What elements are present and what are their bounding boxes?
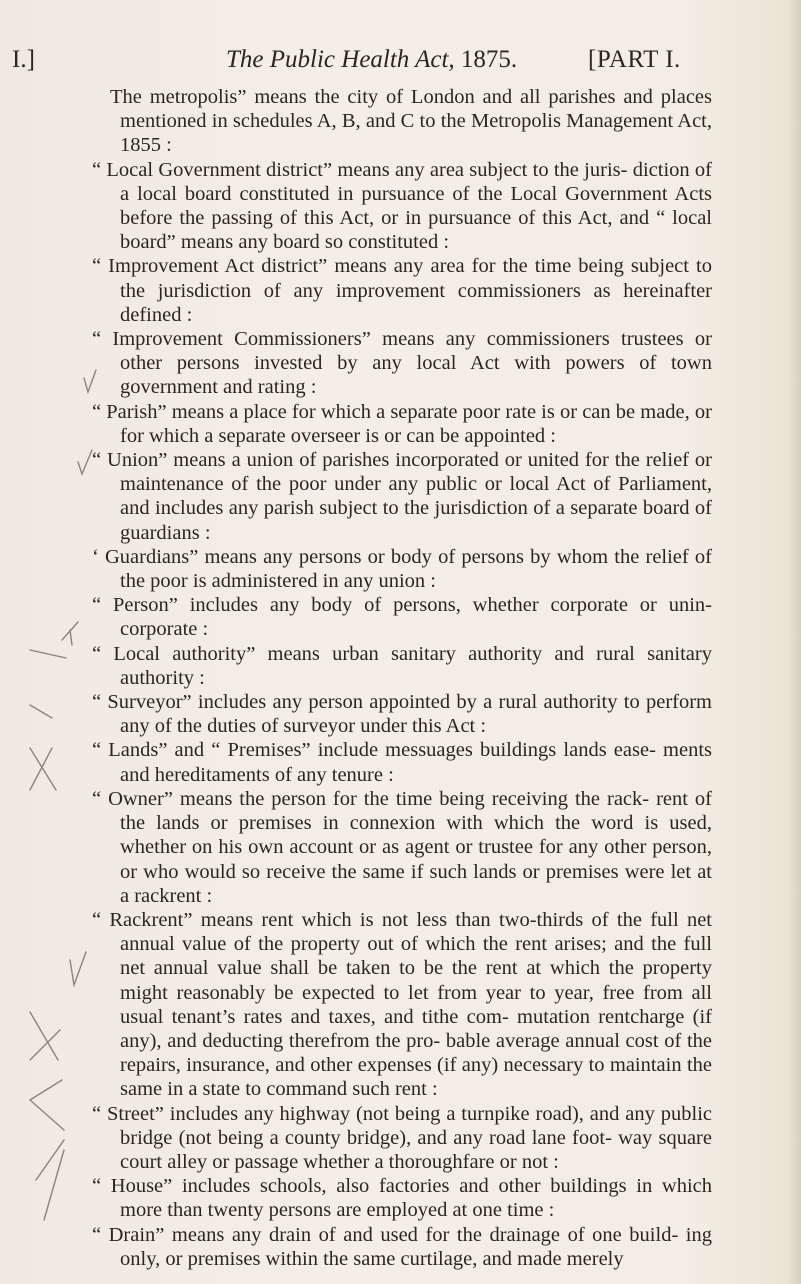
definition-drain: “ Drain” means any drain of and used for the drainage of one build- ing only, or premises within the same curtilage, and made merely xyxy=(92,1223,712,1270)
definition-surveyor: “ Surveyor” includes any person appointed by a rural authority to perform any of the duties of surveyor under this Act : xyxy=(92,691,712,738)
act-title: The Public Health Act, xyxy=(226,46,455,73)
definition-street: “ Street” includes any highway (not being a turnpike road), and any public bridge (not being a county bridge), and any road lane foot- way square court alley or passage whether a thoroughfare or not : xyxy=(92,1102,712,1173)
definition-lands-premises: “ Lands” and “ Premises” include messuages buildings lands ease- ments and hereditaments of any tenure : xyxy=(92,739,712,786)
definition-owner: “ Owner” means the person for the time being receiving the rack- rent of the lands or premises in connexion with which the word is used, whether on his own account or as agent or trustee for any other person, or who would so receive the same if such lands or premises were let at a rackrent : xyxy=(92,787,712,907)
definition-person: “ Person” includes any body of persons, whether corporate or unin- corporate : xyxy=(92,594,712,641)
definition-local-authority: “ Local authority” means urban sanitary authority and rural sanitary authority : xyxy=(92,642,712,689)
definition-local-government-district: “ Local Government district” means any area subject to the juris- diction of a local board constituted in pursuance of the Local Government Acts before the passing of this Act, or in pursuance of this Act, and “ local board” means any board so constituted : xyxy=(92,158,712,254)
page-edge-shadow xyxy=(787,0,801,1284)
definition-rackrent: “ Rackrent” means rent which is not less than two-thirds of the full net annual value of the property out of which the rent arises; and the full net annual value shall be taken to be the rent at which the property might reasonably be expected to let from year to year, free from all usual tenant’s rates and taxes, and tithe com- mutation rentcharge (if any), and deducting therefrom the pro- bable average annual cost of the repairs, insurance, and other expenses (if any) necessary to maintain the same in a state to command such rent : xyxy=(92,908,712,1101)
definition-improvement-commissioners: “ Improvement Commissioners” means any commissioners trustees or other persons invested by any local Act with powers of town government and rating : xyxy=(92,328,712,399)
section-number: I.] xyxy=(12,46,35,73)
part-label: [PART I. xyxy=(588,46,681,73)
act-year: 1875. xyxy=(460,46,518,73)
definition-guardians: ‘ Guardians” means any persons or body of persons by whom the relief of the poor is administered in any union : xyxy=(92,545,712,593)
definition-union: “ Union” means a union of parishes incorporated or united for the relief or maintenance of the poor under any public or local Act of Parliament, and includes any parish subject to the jurisdiction of a separate board of guardians : xyxy=(92,449,712,544)
page-title xyxy=(226,46,517,74)
definitions-text xyxy=(92,85,712,1271)
definition-metropolis: The metropolis” means the city of London and all parishes and places mentioned in schedules A, B, and C to the Metropolis Management Act, 1855 : xyxy=(110,86,712,157)
definition-house: “ House” includes schools, also factories and other buildings in which more than twenty persons are employed at one time : xyxy=(92,1175,712,1222)
definition-parish: “ Parish” means a place for which a separate poor rate is or can be made, or for which a separate overseer is or can be appointed : xyxy=(92,400,712,447)
definition-improvement-act-district: “ Improvement Act district” means any area for the time being subject to the jurisdiction of any improvement commissioners as hereinafter defined : xyxy=(92,255,712,326)
running-header xyxy=(0,46,801,86)
